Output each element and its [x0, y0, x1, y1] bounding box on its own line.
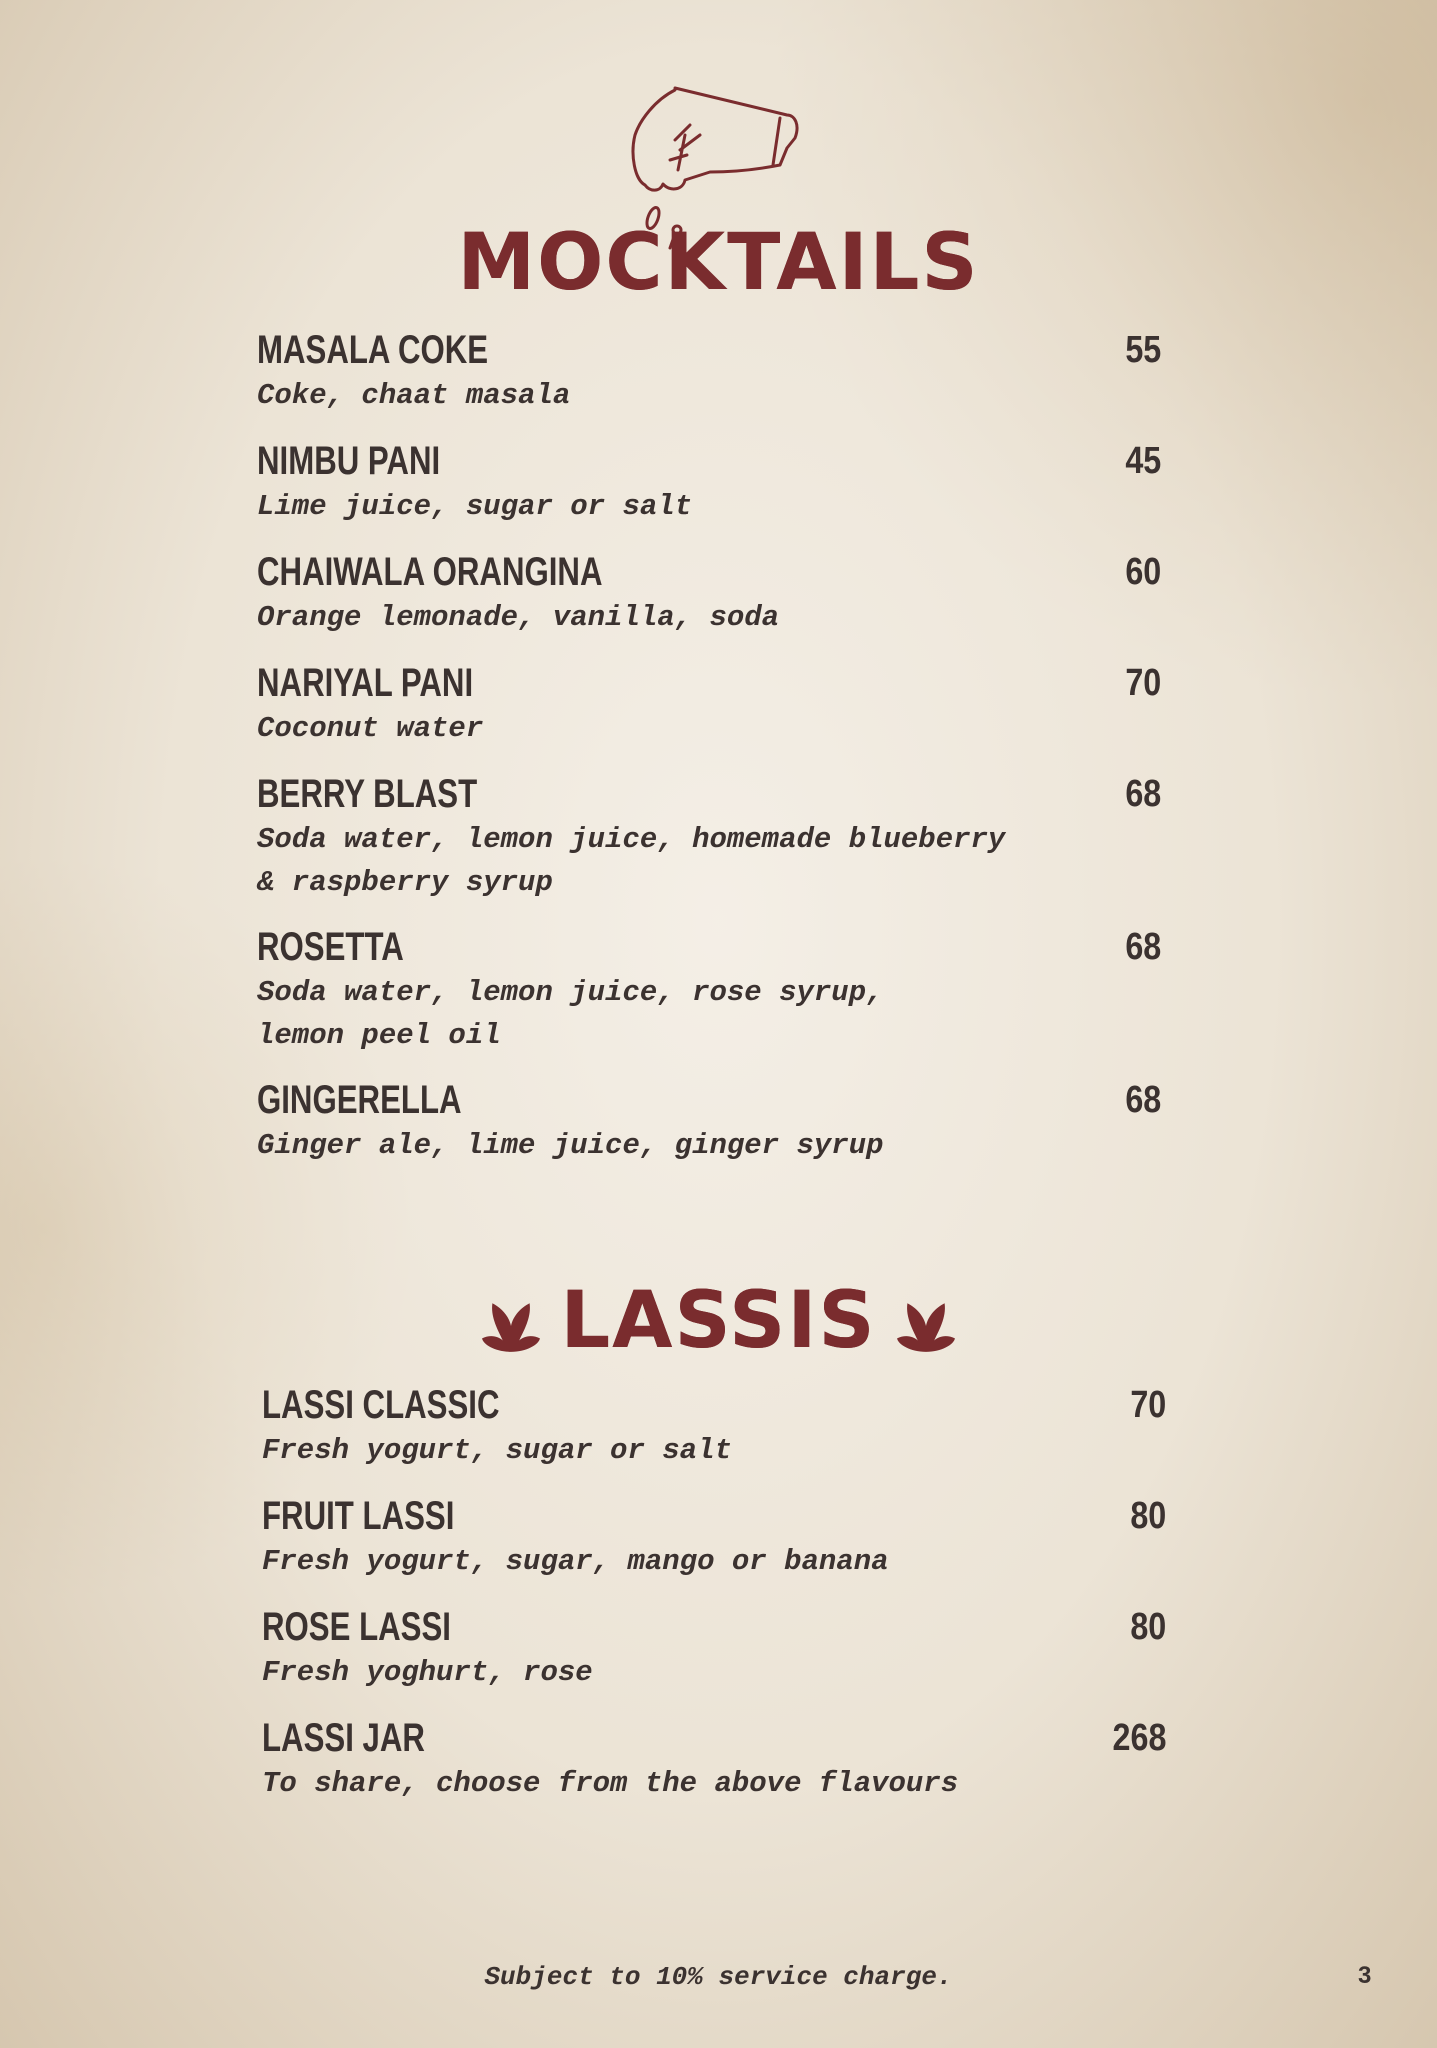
page-number: 3: [1358, 1962, 1372, 1989]
item-price: 68: [1125, 773, 1161, 815]
item-name: BERRY BLAST: [257, 772, 478, 816]
item-price: 70: [1125, 662, 1161, 704]
item-name: GINGERELLA: [257, 1078, 462, 1122]
item-description: Soda water, lemon juice, rose syrup, lemon peel oil: [257, 976, 884, 1052]
item-price: 55: [1125, 329, 1161, 371]
item-description: Lime juice, sugar or salt: [257, 490, 693, 523]
item-description: Coke, chaat masala: [257, 379, 571, 412]
item-description: Fresh yogurt, sugar or salt: [262, 1434, 732, 1467]
item-price: 80: [1130, 1606, 1166, 1648]
item-description: To share, choose from the above flavours: [262, 1767, 959, 1800]
item-price: 45: [1125, 440, 1161, 482]
item-price: 80: [1130, 1495, 1166, 1537]
item-price: 70: [1130, 1384, 1166, 1426]
item-name: LASSI CLASSIC: [262, 1383, 500, 1427]
leaf-icon: [895, 1295, 957, 1357]
service-charge-note: Subject to 10% service charge.: [484, 1962, 953, 1992]
item-name: LASSI JAR: [262, 1716, 425, 1760]
item-price: 60: [1125, 551, 1161, 593]
item-description: Orange lemonade, vanilla, soda: [257, 601, 780, 634]
item-description: Ginger ale, lime juice, ginger syrup: [257, 1129, 884, 1162]
item-description: Coconut water: [257, 712, 484, 745]
item-name: CHAIWALA ORANGINA: [257, 550, 603, 594]
item-name: NIMBU PANI: [257, 439, 441, 483]
item-name: ROSETTA: [257, 925, 404, 969]
item-name: NARIYAL PANI: [257, 661, 474, 705]
item-name: FRUIT LASSI: [262, 1494, 455, 1538]
mocktails-title: [0, 218, 1437, 308]
item-name: MASALA COKE: [257, 328, 489, 372]
item-price: 68: [1125, 926, 1161, 968]
mocktails-title-text: MOCKTAILS: [457, 218, 980, 308]
lassis-title-text: LASSIS: [560, 1276, 877, 1366]
item-price: 268: [1112, 1717, 1166, 1759]
item-description: Fresh yogurt, sugar, mango or banana: [262, 1545, 889, 1578]
item-price: 68: [1125, 1079, 1161, 1121]
item-description: Soda water, lemon juice, homemade blueberry & raspberry syrup: [257, 823, 1006, 899]
item-name: ROSE LASSI: [262, 1605, 451, 1649]
leaf-icon: [480, 1295, 542, 1357]
lassis-title: [0, 1276, 1437, 1366]
item-description: Fresh yoghurt, rose: [262, 1656, 593, 1689]
